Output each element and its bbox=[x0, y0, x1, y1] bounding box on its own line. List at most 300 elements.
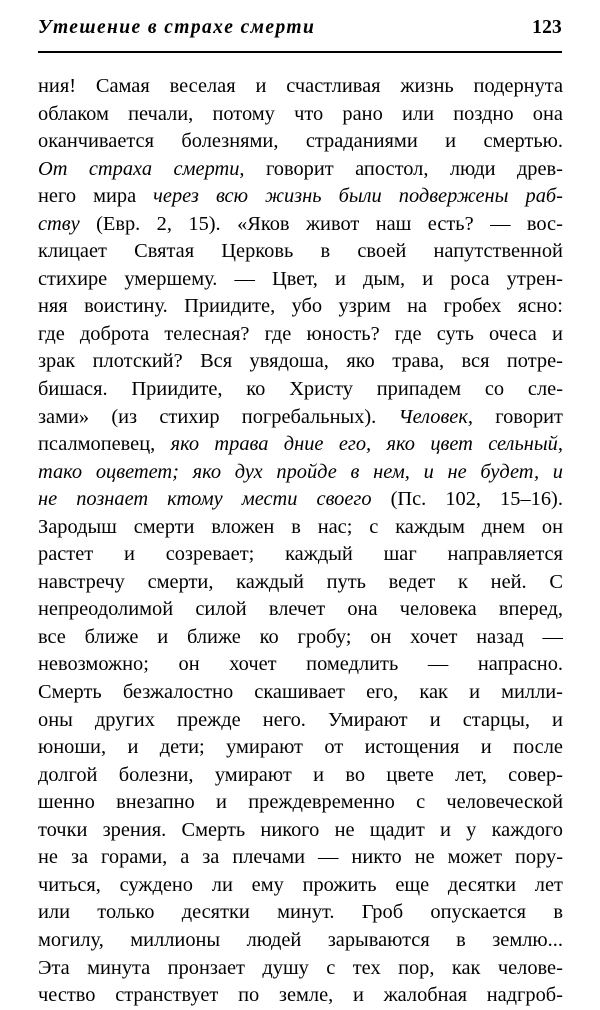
word: тех bbox=[352, 956, 381, 979]
word: и bbox=[480, 736, 492, 759]
word: и bbox=[422, 267, 434, 290]
word: и bbox=[552, 708, 563, 731]
word: за bbox=[70, 846, 89, 869]
word: человеческой bbox=[446, 791, 563, 814]
word: дым, bbox=[363, 267, 406, 290]
word: говорит bbox=[495, 405, 563, 428]
word-italic: нем, bbox=[373, 460, 410, 483]
word: — bbox=[427, 653, 449, 676]
word: доброта bbox=[79, 322, 150, 345]
word: плотский? bbox=[92, 350, 183, 373]
word: ли bbox=[211, 873, 233, 896]
word: с bbox=[369, 515, 379, 538]
word: сле- bbox=[527, 378, 563, 401]
word: прежде bbox=[177, 708, 241, 731]
word: печали, bbox=[128, 102, 194, 125]
word: псалмопевец, bbox=[38, 433, 156, 456]
word: десятки bbox=[181, 901, 250, 924]
word: каждым bbox=[395, 515, 465, 538]
text-line bbox=[38, 569, 563, 597]
word: внезапно bbox=[116, 791, 195, 814]
word: счастливая bbox=[286, 75, 381, 97]
word: припадем bbox=[376, 378, 462, 401]
word: в bbox=[456, 928, 466, 951]
text-line bbox=[38, 293, 563, 321]
running-head-title: Утешение в страхе смерти bbox=[38, 17, 316, 38]
word: невозможно; bbox=[38, 653, 149, 676]
word: юность? bbox=[306, 322, 380, 345]
word: и bbox=[157, 625, 169, 648]
text-line bbox=[38, 789, 563, 817]
word-italic: не bbox=[38, 488, 58, 511]
word: умирают bbox=[226, 736, 303, 759]
word: долгой bbox=[38, 763, 98, 786]
word: от bbox=[324, 736, 344, 759]
text-line bbox=[38, 541, 563, 569]
word: дети; bbox=[159, 736, 205, 759]
word: после bbox=[513, 736, 563, 759]
word: истощения bbox=[364, 736, 460, 759]
word: ближе bbox=[187, 625, 241, 648]
word: бишася. bbox=[38, 378, 108, 401]
word-italic: не bbox=[447, 460, 467, 483]
word-italic: Человек, bbox=[398, 405, 473, 428]
word: каждого bbox=[491, 818, 563, 841]
word: ко bbox=[259, 625, 279, 648]
word-italic: страха bbox=[88, 157, 153, 180]
word: говорит bbox=[265, 157, 334, 180]
word-italic: цвет bbox=[430, 433, 473, 456]
word: Вся bbox=[200, 350, 233, 373]
word: ближе bbox=[84, 625, 139, 648]
text-line bbox=[38, 404, 563, 432]
word: очеса bbox=[489, 322, 537, 345]
text-line bbox=[38, 348, 563, 376]
word: ясно: bbox=[517, 295, 563, 318]
word: на bbox=[407, 295, 428, 318]
word: смерти bbox=[133, 515, 195, 538]
word: за bbox=[202, 846, 220, 869]
word: щадит bbox=[369, 818, 425, 841]
word: Цвет, bbox=[272, 267, 318, 290]
text-line bbox=[38, 514, 563, 542]
word: как bbox=[419, 681, 448, 704]
word: няя bbox=[38, 295, 68, 318]
word: Церковь bbox=[221, 240, 294, 263]
header-rule bbox=[38, 51, 562, 53]
word: путь bbox=[326, 570, 366, 593]
word-italic: смерти, bbox=[173, 157, 245, 180]
word: умершему. bbox=[124, 267, 218, 290]
word-italic: раб- bbox=[525, 185, 563, 208]
running-head bbox=[38, 18, 562, 52]
page-number: 123 bbox=[532, 17, 562, 38]
word: живот bbox=[305, 212, 360, 235]
word: минута bbox=[87, 956, 151, 979]
word: хочет bbox=[410, 625, 458, 648]
text-line bbox=[38, 128, 563, 156]
word: Эта bbox=[38, 956, 70, 979]
word: минут. bbox=[277, 901, 335, 924]
text-line bbox=[38, 376, 563, 404]
word: 2, bbox=[156, 212, 172, 235]
word: как bbox=[451, 956, 481, 979]
word: что bbox=[294, 102, 324, 125]
word: назад bbox=[476, 625, 524, 648]
word: и bbox=[216, 791, 227, 814]
word-italic: всю bbox=[215, 185, 248, 208]
word: болезнями, bbox=[181, 130, 279, 153]
word: ведет bbox=[388, 570, 436, 593]
text-line bbox=[38, 596, 563, 624]
word: в bbox=[320, 240, 331, 263]
word: и bbox=[127, 736, 139, 759]
word: гробех bbox=[443, 295, 502, 318]
word-italic: дух bbox=[234, 460, 263, 483]
word: оканчивается bbox=[38, 130, 154, 153]
word: не bbox=[334, 818, 355, 841]
word: веселая bbox=[169, 75, 236, 97]
word: с bbox=[326, 956, 336, 979]
body-text bbox=[38, 73, 563, 1010]
word-italic: ству bbox=[38, 212, 80, 235]
text-line bbox=[38, 955, 563, 983]
word: челове- bbox=[497, 956, 563, 979]
word: жизнь bbox=[400, 75, 454, 97]
word: а bbox=[180, 846, 190, 869]
word: и bbox=[429, 708, 441, 731]
word: воистину. bbox=[84, 295, 168, 318]
word: увядоша, bbox=[249, 350, 329, 373]
word-italic: яко bbox=[386, 433, 415, 456]
word-italic: трава bbox=[214, 433, 269, 456]
word: (из bbox=[111, 405, 138, 428]
word: своей bbox=[357, 240, 407, 263]
text-line bbox=[38, 486, 563, 514]
text-line bbox=[38, 844, 563, 872]
word: страданиями bbox=[305, 130, 418, 153]
word: в bbox=[553, 901, 563, 924]
word-italic: дние bbox=[283, 433, 324, 456]
word: 15–16). bbox=[500, 488, 563, 511]
word: 102, bbox=[445, 488, 481, 511]
word: не bbox=[38, 846, 58, 869]
word: и bbox=[469, 681, 480, 704]
word: она bbox=[532, 102, 563, 125]
word: непреодолимой bbox=[38, 598, 174, 621]
word: десятки bbox=[447, 873, 517, 896]
word: и bbox=[551, 322, 563, 345]
word: гробу; bbox=[297, 625, 352, 648]
word: наш bbox=[375, 212, 412, 235]
word: Смерть bbox=[38, 681, 102, 704]
word: направляется bbox=[447, 543, 563, 566]
word: где bbox=[264, 322, 292, 345]
word: горами, bbox=[101, 846, 168, 869]
word: пор, bbox=[398, 956, 435, 979]
word: помедлить bbox=[306, 653, 399, 676]
word: Умирают bbox=[328, 708, 408, 731]
word: — bbox=[234, 267, 255, 290]
word: яко bbox=[346, 350, 375, 373]
word: стихире bbox=[38, 267, 108, 290]
word: и bbox=[439, 818, 451, 841]
word: каждый bbox=[285, 543, 353, 566]
text-line bbox=[38, 238, 563, 266]
word-italic: были bbox=[338, 185, 382, 208]
word: вперед, bbox=[498, 598, 563, 621]
word: Святая bbox=[134, 240, 195, 263]
word: может bbox=[447, 846, 502, 869]
word: силой bbox=[195, 598, 247, 621]
word: — bbox=[490, 212, 511, 235]
text-line bbox=[38, 707, 563, 735]
word: он bbox=[370, 625, 392, 648]
word: с bbox=[416, 791, 426, 814]
text-line bbox=[38, 817, 563, 845]
word: или bbox=[38, 901, 70, 924]
word: пору- bbox=[514, 846, 563, 869]
word: люди bbox=[449, 157, 496, 180]
word: скашивает bbox=[254, 681, 345, 704]
word: рано bbox=[342, 102, 383, 125]
word: вос- bbox=[526, 212, 563, 235]
word: ния! bbox=[38, 75, 76, 97]
word-italic: мести bbox=[241, 488, 298, 511]
word: где bbox=[38, 322, 65, 345]
word: его, bbox=[366, 681, 399, 704]
word: ему bbox=[251, 873, 284, 896]
word-italic: сельный, bbox=[488, 433, 563, 456]
text-line bbox=[38, 872, 563, 900]
word: напутственной bbox=[433, 240, 563, 263]
text-line bbox=[38, 101, 563, 129]
word: шаг bbox=[383, 543, 417, 566]
word: человека bbox=[399, 598, 477, 621]
word: милли- bbox=[501, 681, 563, 704]
word: надгроб- bbox=[486, 984, 563, 1007]
word: поздно bbox=[453, 102, 514, 125]
word: смертью. bbox=[483, 130, 563, 153]
word: Зародыш bbox=[38, 515, 117, 538]
word: влечет bbox=[268, 598, 326, 621]
word: совер- bbox=[508, 763, 563, 786]
word: и bbox=[255, 75, 267, 97]
word: земле, bbox=[278, 984, 334, 1007]
word: днем bbox=[481, 515, 526, 538]
word: опускается bbox=[430, 901, 527, 924]
word-italic: и bbox=[423, 460, 434, 483]
word: Смерть bbox=[181, 818, 246, 841]
word: старцы, bbox=[462, 708, 530, 731]
word: него bbox=[38, 185, 77, 208]
word: вложен bbox=[211, 515, 275, 538]
word: апостол, bbox=[355, 157, 429, 180]
word-italic: От bbox=[38, 157, 68, 180]
text-line bbox=[38, 899, 563, 927]
word: ко bbox=[246, 378, 266, 401]
text-line bbox=[38, 927, 563, 955]
word: вся bbox=[461, 350, 490, 373]
word-italic: будет, bbox=[480, 460, 540, 483]
word-italic: познает bbox=[76, 488, 149, 511]
text-line bbox=[38, 624, 563, 652]
word: телесная? bbox=[164, 322, 250, 345]
word: юноши, bbox=[38, 736, 107, 759]
word: убо bbox=[291, 295, 323, 318]
word: суждено bbox=[119, 873, 194, 896]
word: зрения. bbox=[102, 818, 167, 841]
word: читься, bbox=[38, 873, 101, 896]
text-line bbox=[38, 459, 563, 487]
word: чество bbox=[38, 984, 96, 1007]
text-line bbox=[38, 321, 563, 349]
word: нас; bbox=[317, 515, 353, 538]
word-italic: яко bbox=[170, 433, 200, 456]
text-line bbox=[38, 762, 563, 790]
word: во bbox=[345, 763, 366, 786]
word: хочет bbox=[229, 653, 277, 676]
word: пронзает bbox=[167, 956, 245, 979]
word: точки bbox=[38, 818, 88, 841]
word: и bbox=[445, 130, 457, 153]
word: людей bbox=[246, 928, 302, 951]
word: погребальных). bbox=[241, 405, 377, 428]
word: подернута bbox=[473, 75, 563, 97]
word-italic: своего bbox=[316, 488, 372, 511]
word: плечами bbox=[232, 846, 306, 869]
word-italic: и bbox=[552, 460, 563, 483]
word: растет bbox=[38, 543, 94, 566]
word: все bbox=[38, 625, 66, 648]
word: странствует bbox=[115, 984, 219, 1007]
word: С bbox=[549, 570, 563, 593]
word: со bbox=[484, 378, 505, 401]
word: она bbox=[347, 598, 378, 621]
word: облаком bbox=[38, 102, 109, 125]
word: он bbox=[541, 515, 563, 538]
word: преждевременно bbox=[248, 791, 395, 814]
word: Гроб bbox=[361, 901, 404, 924]
word: ней. bbox=[490, 570, 527, 593]
text-line bbox=[38, 734, 563, 762]
word: клицает bbox=[38, 240, 107, 263]
word: или bbox=[402, 102, 435, 125]
word: — bbox=[542, 625, 563, 648]
word: по bbox=[238, 984, 260, 1007]
word: (Евр. bbox=[96, 212, 141, 235]
word-italic: оцветет; bbox=[95, 460, 179, 483]
word: (Пс. bbox=[390, 488, 427, 511]
text-line bbox=[38, 183, 563, 211]
word: суть bbox=[436, 322, 474, 345]
word: безжалостно bbox=[122, 681, 234, 704]
word: и bbox=[313, 763, 324, 786]
word: и bbox=[352, 984, 364, 1007]
word: него. bbox=[262, 708, 306, 731]
word: древ- bbox=[516, 157, 563, 180]
word: зарываются bbox=[327, 928, 430, 951]
word: напрасно. bbox=[477, 653, 563, 676]
text-line bbox=[38, 156, 563, 184]
word: шенно bbox=[38, 791, 95, 814]
word: могилу, bbox=[38, 928, 104, 951]
word-italic: через bbox=[153, 185, 199, 208]
word: узрим bbox=[338, 295, 391, 318]
text-line bbox=[38, 651, 563, 679]
word: где bbox=[394, 322, 422, 345]
word: 15). bbox=[188, 212, 221, 235]
word: оны bbox=[38, 708, 73, 731]
word: потре- bbox=[506, 350, 563, 373]
word: есть? bbox=[427, 212, 474, 235]
word: и bbox=[123, 543, 135, 566]
word: трава, bbox=[392, 350, 445, 373]
word: зрак bbox=[38, 350, 76, 373]
word-italic: ктому bbox=[167, 488, 223, 511]
word: каждый bbox=[236, 570, 304, 593]
word: Приидите, bbox=[131, 378, 223, 401]
word: зами» bbox=[38, 405, 90, 428]
word: Христу bbox=[289, 378, 353, 401]
word: стихир bbox=[159, 405, 220, 428]
word: не bbox=[414, 846, 435, 869]
word: и bbox=[334, 267, 346, 290]
word: цвете bbox=[386, 763, 434, 786]
word-italic: яко bbox=[192, 460, 222, 483]
word-italic: тако bbox=[38, 460, 83, 483]
word: еще bbox=[395, 873, 430, 896]
word: прожить bbox=[302, 873, 377, 896]
word: душу bbox=[262, 956, 309, 979]
word: болезни, bbox=[118, 763, 194, 786]
word: у bbox=[466, 818, 477, 841]
word-italic: жизнь bbox=[265, 185, 322, 208]
word: лет bbox=[534, 873, 563, 896]
word-italic: подвержены bbox=[398, 185, 509, 208]
word: миллионы bbox=[130, 928, 221, 951]
word: навстречу bbox=[38, 570, 125, 593]
word: Приидите, bbox=[184, 295, 276, 318]
word: только bbox=[97, 901, 155, 924]
word: потому bbox=[212, 102, 275, 125]
text-line bbox=[38, 431, 563, 459]
word: никто bbox=[351, 846, 402, 869]
word: к bbox=[458, 570, 468, 593]
text-line bbox=[38, 679, 563, 707]
word: роса bbox=[450, 267, 490, 290]
text-line bbox=[38, 211, 563, 239]
word: жалобная bbox=[383, 984, 467, 1007]
word: смерти, bbox=[147, 570, 214, 593]
word: землю... bbox=[492, 928, 563, 951]
word: других bbox=[94, 708, 155, 731]
word: — bbox=[318, 846, 339, 869]
word: он bbox=[178, 653, 200, 676]
word: мира bbox=[93, 185, 137, 208]
word: лет, bbox=[455, 763, 487, 786]
word: в bbox=[291, 515, 301, 538]
word-italic: его, bbox=[338, 433, 372, 456]
word: «Яков bbox=[237, 212, 290, 235]
text-line bbox=[38, 266, 563, 294]
text-line bbox=[38, 73, 563, 101]
word-italic: в bbox=[350, 460, 360, 483]
word: утрен- bbox=[506, 267, 563, 290]
text-line bbox=[38, 982, 563, 1010]
word: созревает; bbox=[165, 543, 255, 566]
word-italic: пройде bbox=[276, 460, 337, 483]
